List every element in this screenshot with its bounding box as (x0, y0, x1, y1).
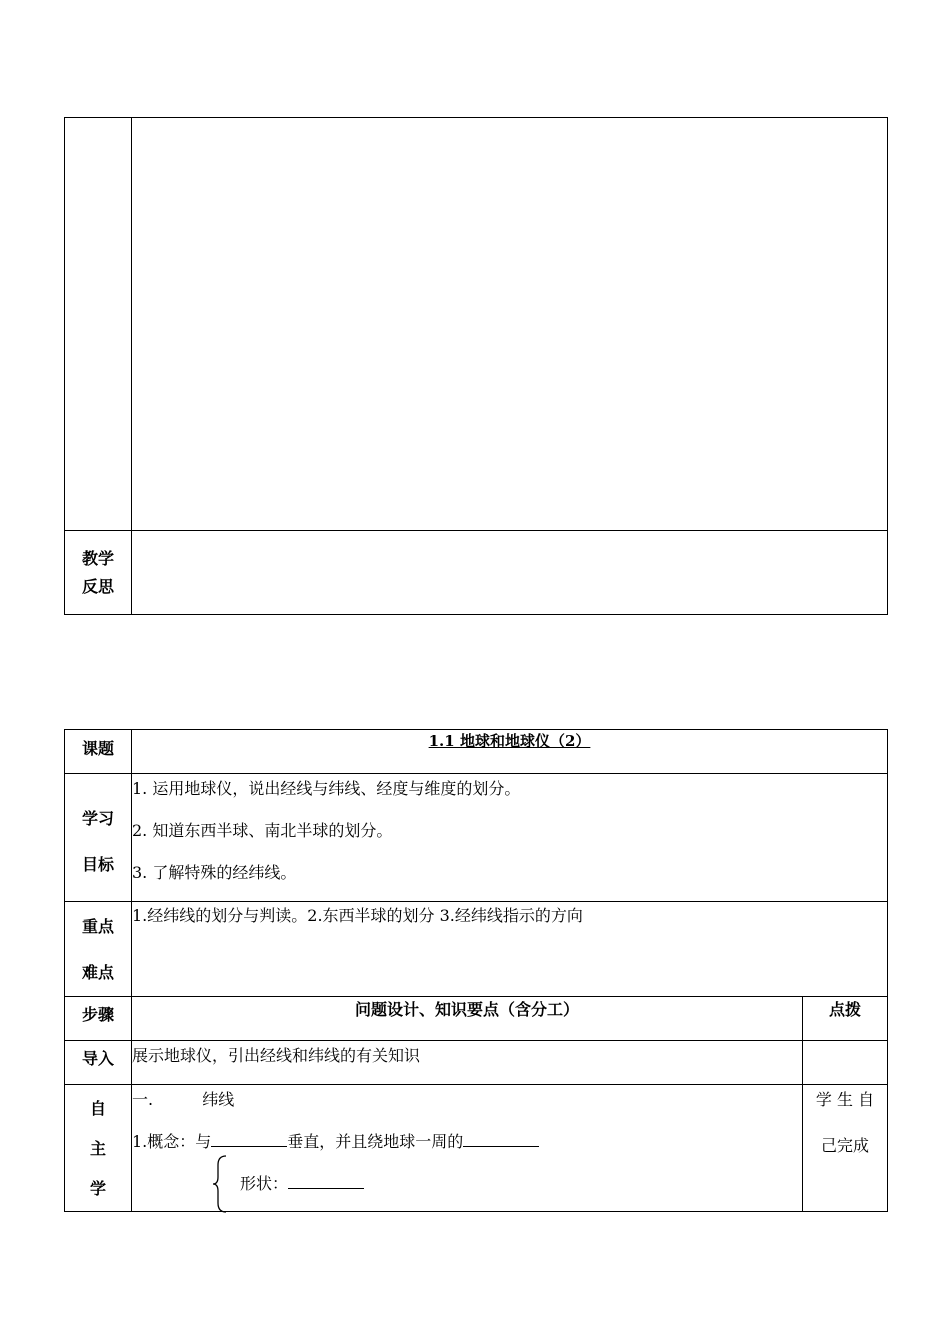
curly-brace-icon (212, 1155, 228, 1213)
topic-label: 课题 (65, 730, 132, 774)
concept-line (132, 1131, 802, 1153)
concept-mid: 垂直，并且绕地球一周的 (287, 1132, 464, 1151)
lesson-title: 1.1 地球和地球仪（2） (132, 730, 888, 774)
goal-item: 1. 运用地球仪，说出经线与纬线、经度与维度的划分。 (132, 779, 521, 798)
key-points-content: 1.经纬线的划分与判读。2.东西半球的划分 3.经纬线指示的方向 (132, 902, 888, 997)
self-label-line3: 学 (89, 1179, 106, 1198)
steps-header: 步骤 (65, 997, 132, 1041)
self-label-line2: 主 (89, 1139, 106, 1158)
goals-label-line1: 学习 (81, 809, 114, 828)
self-study-tip (803, 1085, 888, 1212)
intro-tip (803, 1041, 888, 1085)
self-label-line1: 自 (89, 1099, 106, 1118)
reflection-label (65, 531, 132, 615)
goal-item: 2. 知道东西半球、南北半球的划分。 (132, 821, 393, 840)
goals-label-line2: 目标 (81, 855, 114, 874)
section-number: 一. (132, 1090, 154, 1109)
shape-prefix: 形状： (240, 1174, 289, 1193)
goals-label (65, 774, 132, 902)
key-points-label (65, 902, 132, 997)
blank-field[interactable] (211, 1132, 287, 1147)
intro-label: 导入 (65, 1041, 132, 1085)
reflection-content[interactable] (132, 531, 888, 615)
tips-header: 点拨 (803, 997, 888, 1041)
empty-label-cell (65, 118, 132, 531)
empty-content-cell (132, 118, 888, 531)
section-title: 纬线 (202, 1090, 235, 1109)
intro-content: 展示地球仪，引出经线和纬线的有关知识 (132, 1041, 803, 1085)
key-label-line1: 重点 (81, 917, 114, 936)
blank-field[interactable] (288, 1174, 364, 1189)
blank-field[interactable] (463, 1132, 539, 1147)
section-heading (132, 1089, 802, 1111)
lesson-plan-table (64, 729, 888, 1212)
reflection-table (64, 117, 888, 615)
self-study-content (132, 1085, 803, 1212)
reflection-label-line1: 教学 (81, 549, 114, 568)
design-header: 问题设计、知识要点（含分工） (132, 997, 803, 1041)
key-label-line2: 难点 (81, 963, 114, 982)
goal-item: 3. 了解特殊的经纬线。 (132, 863, 297, 882)
concept-prefix: 1.概念：与 (132, 1132, 212, 1151)
self-study-label (65, 1085, 132, 1212)
shape-line (240, 1173, 364, 1195)
reflection-label-line2: 反思 (81, 577, 114, 596)
tip-line: 学 生 自 (815, 1090, 875, 1109)
tip-line: 己完成 (821, 1136, 870, 1155)
goals-content (132, 774, 888, 902)
